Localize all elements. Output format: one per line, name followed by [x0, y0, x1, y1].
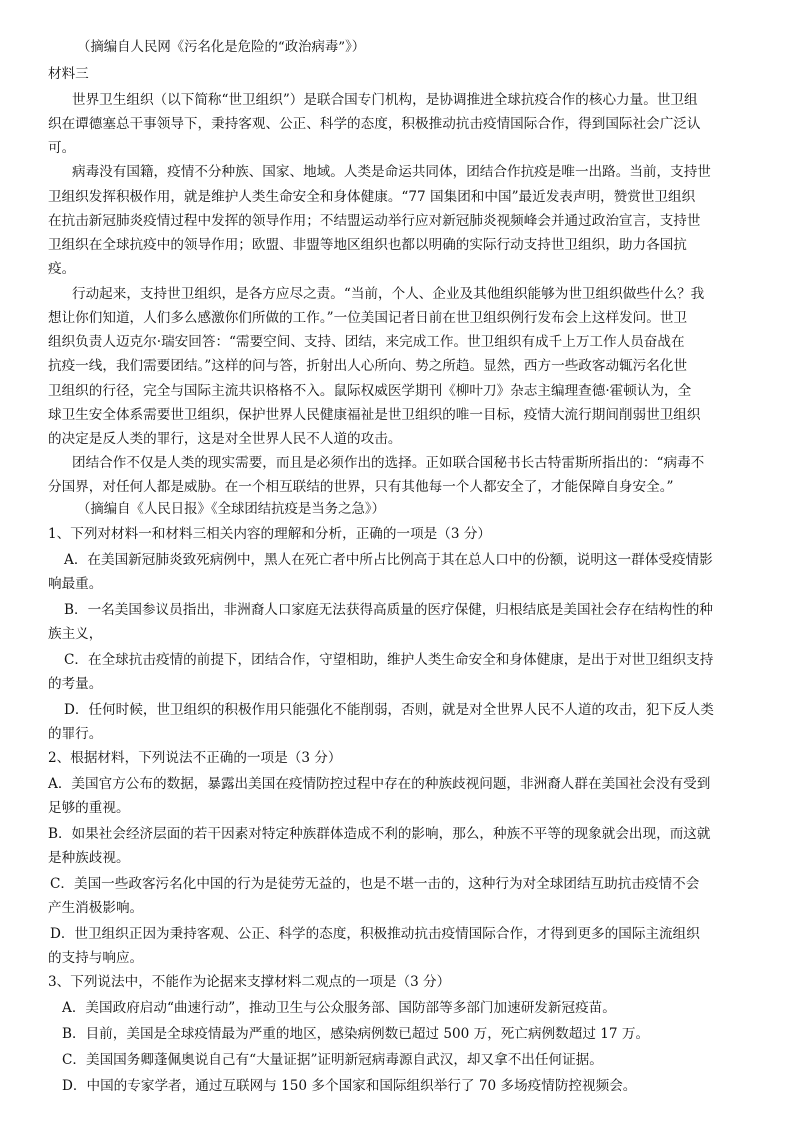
source-citation-top: （摘编自人民网《污名化是危险的“政治病毒”》）	[77, 40, 366, 55]
paragraph-line: 可。	[48, 140, 76, 156]
paragraph-line: 织在谭德塞总干事领导下，秉持客观、公正、科学的态度，积极推动抗击疫情国际合作，得到国际社会广泛认	[48, 116, 701, 132]
paragraph-line: 想让你们知道，人们多么感激你们所做的工作。”一位美国记者日前在世卫组织例行发布会上这样发问。世卫	[48, 310, 688, 326]
paragraph-line: 组织负责人迈克尔·瑞安回答：“需要空间、支持、团结，来完成工作。世卫组织有成千上万工作人员奋战在	[48, 334, 685, 350]
option-a: A．美国政府启动“曲速行动”，推动卫生与公众服务部、国防部等多部门加速研发新冠疫苗。	[62, 1000, 616, 1016]
option-a-cont: 足够的重视。	[48, 800, 130, 816]
option-d-cont: 的支持与响应。	[48, 950, 144, 966]
paragraph-line: 卫组织在全球抗疫中的领导作用；欧盟、非盟等地区组织也都以明确的实际行动支持世卫组织，助力各国抗	[48, 237, 687, 253]
option-a: A．美国官方公布的数据，暴露出美国在疫情防控过程中存在的种族歧视问题，非洲裔人群在美国社会没有受到	[48, 776, 711, 792]
paragraph-line: 卫组织发挥积极作用，就是维护人类生命安全和身体健康。“77 国集团和中国”最近发表声明，赞赏世卫组织	[48, 189, 696, 205]
option-b-cont: 是种族歧视。	[48, 850, 130, 866]
paragraph-line: 在抗击新冠肺炎疫情过程中发挥的领导作用；不结盟运动举行应对新冠肺炎视频峰会并通过政治宣言，支持世	[48, 213, 701, 229]
option-d-cont: 的罪行。	[48, 726, 103, 742]
paragraph-line: 卫组织的行径，完全与国际主流共识格格不入。鼠际权威医学期刊《柳叶刀》杂志主编理查德·霍顿认为，全	[48, 383, 692, 399]
option-b: B．目前，美国是全球疫情最为严重的地区，感染病例数已超过 500 万，死亡病例数超过 17 万。	[62, 1026, 650, 1042]
question-stem: 2、根据材料，下列说法不正确的一项是（3 分）	[48, 750, 342, 766]
option-d: D．任何时候，世卫组织的积极作用只能强化不能削弱，否则，就是对全世界人民不人道的攻击，犯下反人类	[64, 702, 714, 718]
paragraph-line: 团结合作不仅是人类的现实需要，而且是必须作出的选择。正如联合国秘书长古特雷斯所指出的：“病毒不	[72, 455, 705, 471]
option-c-cont: 产生消极影响。	[48, 900, 144, 916]
source-citation-material-3: （摘编自《人民日报》《全球团结抗疫是当务之急》）	[77, 502, 385, 517]
paragraph-line: 分国界，对任何人都是威胁。在一个相互联结的世界，只有其他每一个人都安全了，才能保障自身安全。”	[48, 479, 674, 495]
material-3-title: 材料三	[48, 66, 89, 82]
paragraph-line: 抗疫一线，我们需要团结。”这样的问与答，折射出人心所向、势之所趋。显然，西方一些政客动辄污名化世	[48, 358, 688, 374]
paragraph-line: 疫。	[48, 261, 76, 277]
option-b: B．如果社会经济层面的若干因素对特定种族群体造成不利的影响，那么，种族不平等的现象就会出现，而这就	[48, 826, 711, 842]
paragraph-line: 球卫生安全体系需要世卫组织，保护世界人民健康福祉是世卫组织的唯一目标，疫情大流行期间削弱世卫组织	[48, 407, 701, 423]
option-c: C．美国国务卿蓬佩奥说自己有“大量证据”证明新冠病毒源自武汉，却又拿不出任何证据。	[62, 1052, 603, 1068]
paragraph-line: 的决定是反人类的罪行，这是对全世界人民不人道的攻击。	[48, 431, 402, 447]
paragraph-line: 病毒没有国籍，疫情不分种族、国家、地域。人类是命运共同体，团结合作抗疫是唯一出路。当前，支持世	[72, 164, 711, 180]
option-d: D．中国的专家学者，通过互联网与 150 多个国家和国际组织举行了 70 多场疫情防控视频会。	[62, 1078, 637, 1094]
option-a: A．在美国新冠肺炎致死病例中，黑人在死亡者中所占比例高于其在总人口中的份额，说明这一群体受疫情影	[64, 552, 713, 568]
option-c-cont: 的考量。	[48, 676, 103, 692]
option-b: B．一名美国参议员指出，非洲裔人口家庭无法获得高质量的医疗保健，归根结底是美国社会存在结构性的种	[64, 602, 713, 618]
question-stem: 3、下列说法中，不能作为论据来支撑材料二观点的一项是（3 分）	[48, 974, 451, 990]
paragraph-line: 世界卫生组织（以下简称“世卫组织”）是联合国专门机构，是协调推进全球抗疫合作的核心力量。世卫组	[72, 92, 698, 108]
option-d: D．世卫组织正因为秉持客观、公正、科学的态度，积极推动抗击疫情国际合作，才得到更多的国际主流组织	[50, 926, 700, 942]
question-stem: 1、下列对材料一和材料三相关内容的理解和分析，正确的一项是（3 分）	[48, 526, 492, 542]
option-a-cont: 响最重。	[48, 576, 103, 592]
option-c: C．在全球抗击疫情的前提下，团结合作，守望相助，维护人类生命安全和身体健康，是出于对世卫组织支持	[64, 652, 714, 668]
option-c: C．美国一些政客污名化中国的行为是徒劳无益的，也是不堪一击的，这种行为对全球团结互助抗击疫情不会	[50, 876, 700, 892]
option-b-cont: 族主义，	[48, 626, 103, 642]
paragraph-line: 行动起来，支持世卫组织，是各方应尽之责。“当前，个人、企业及其他组织能够为世卫组织做些什么？我	[72, 286, 705, 302]
